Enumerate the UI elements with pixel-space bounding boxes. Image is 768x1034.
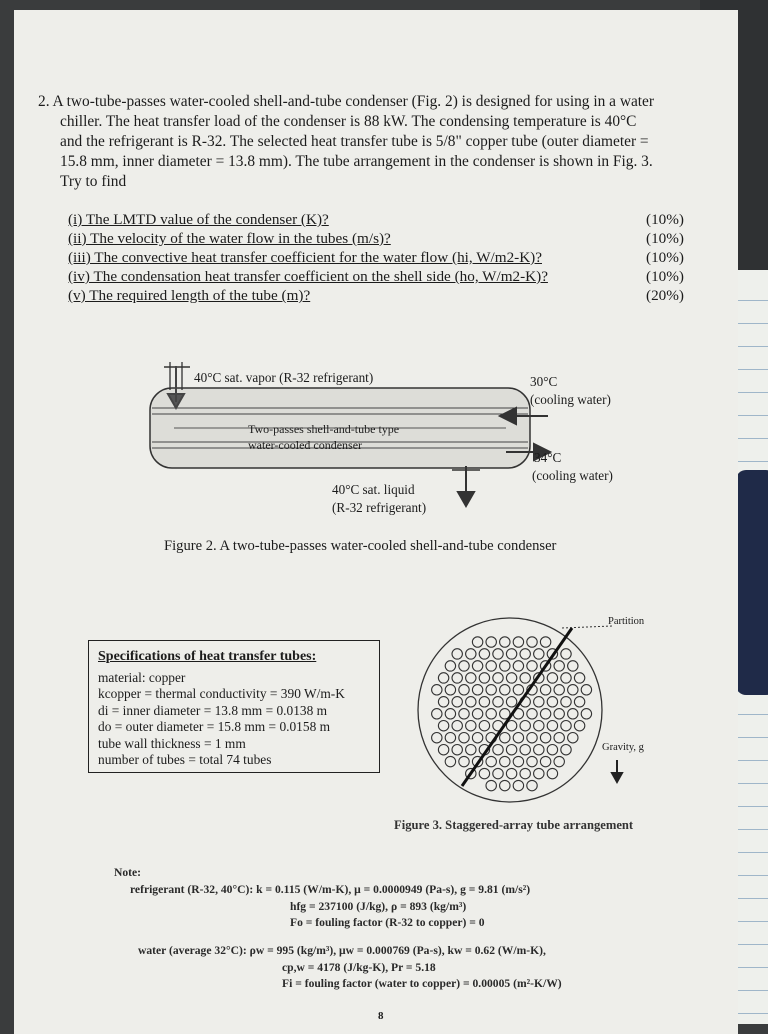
tube-circle — [554, 709, 564, 719]
tube-circle — [438, 745, 448, 755]
tube-circle — [432, 709, 442, 719]
question-line-2: chiller. The heat transfer load of the condenser is 88 kW. The condensing temperature is 40°C — [60, 113, 637, 130]
tube-circle — [568, 661, 578, 671]
gravity-label: Gravity, g — [602, 742, 644, 753]
spec-line: tube wall thickness = 1 mm — [98, 735, 246, 751]
shell-circle — [418, 618, 602, 802]
tube-circle — [581, 709, 591, 719]
tube-circle — [452, 745, 462, 755]
tube-circle — [520, 768, 530, 778]
tube-circle — [432, 733, 442, 743]
tube-circle — [547, 697, 557, 707]
spec-line: number of tubes = total 74 tubes — [98, 752, 272, 767]
tube-circle — [513, 637, 523, 647]
specs-title: Specifications of heat transfer tubes: — [98, 649, 317, 664]
outlet-desc: (cooling water) — [532, 468, 613, 483]
tube-circle — [452, 649, 462, 659]
tube-circle — [438, 697, 448, 707]
tube-circle — [520, 673, 530, 683]
paper-sheet — [14, 10, 738, 1034]
partition-line — [462, 628, 572, 786]
tube-circle — [547, 745, 557, 755]
tube-circle — [540, 637, 550, 647]
tube-circle — [500, 661, 510, 671]
tube-circle — [568, 709, 578, 719]
tube-circle — [479, 673, 489, 683]
part-item: (iii) The convective heat transfer coefficient for the water flow (hi, W/m2-K)? (10%) — [68, 249, 684, 266]
spec-line: do = outer diameter = 15.8 mm = 0.0158 m — [98, 719, 331, 734]
tube-circle — [581, 685, 591, 695]
shell-label-1: Two-passes shell-and-tube type — [248, 422, 400, 436]
tube-circle — [500, 780, 510, 790]
tube-circle — [479, 721, 489, 731]
tube-circle — [486, 756, 496, 766]
tube-circle — [540, 709, 550, 719]
question-text — [38, 92, 686, 192]
refrigerant-line-2: hfg = 237100 (J/kg), ρ = 893 (kg/m³) — [290, 900, 467, 913]
tube-circle — [534, 697, 544, 707]
tube-circle — [486, 661, 496, 671]
question-line-4: 15.8 mm, inner diameter = 13.8 mm). The tube arrangement in the condenser is shown in Fig. 3. — [60, 153, 653, 170]
tube-circle — [438, 721, 448, 731]
tube-circle — [520, 721, 530, 731]
liquid-label-2: (R-32 refrigerant) — [332, 500, 427, 515]
tube-circle — [493, 673, 503, 683]
tube-circle — [445, 756, 455, 766]
tube-circle — [466, 721, 476, 731]
partition-label: Partition — [608, 616, 645, 627]
tube-circle — [493, 697, 503, 707]
tube-circle — [459, 756, 469, 766]
tube-circle — [554, 685, 564, 695]
liquid-outlet-arrow — [458, 466, 474, 506]
tube-circle — [452, 673, 462, 683]
parts-list — [68, 210, 684, 305]
part-item: (iv) The condensation heat transfer coefficient on the shell side (ho, W/m2-K)? (10%) — [68, 268, 684, 285]
shell-label-2: water-cooled condenser — [248, 438, 363, 452]
tube-circle — [540, 685, 550, 695]
tube-circle — [459, 685, 469, 695]
tube-circle — [479, 697, 489, 707]
tube-circle — [452, 721, 462, 731]
spec-line: di = inner diameter = 13.8 mm = 0.0138 m — [98, 702, 328, 718]
tube-circle — [486, 709, 496, 719]
question-line-5: Try to find — [60, 173, 127, 190]
tube-circle — [466, 697, 476, 707]
spec-line: kcopper = thermal conductivity = 390 W/m-K — [98, 686, 345, 701]
tube-circle — [574, 721, 584, 731]
spec-line: material: copper — [98, 669, 186, 685]
tube-circle — [534, 745, 544, 755]
tube-circle — [547, 721, 557, 731]
gravity-arrow-icon — [610, 758, 624, 786]
tube-circle — [568, 733, 578, 743]
tube-circle — [574, 673, 584, 683]
question-line-3: and the refrigerant is R-32. The selected heat transfer tube is 5/8" copper tube (outer diameter = — [60, 133, 649, 150]
tube-circle — [493, 768, 503, 778]
tube-circle — [479, 768, 489, 778]
tube-circle — [466, 745, 476, 755]
tube-circle — [527, 733, 537, 743]
tube-circle — [459, 709, 469, 719]
page-number: 8 — [378, 1010, 384, 1022]
tube-circle — [527, 661, 537, 671]
tube-circle — [452, 697, 462, 707]
tube-circle — [472, 709, 482, 719]
specifications-box — [88, 640, 380, 773]
outlet-temp: 34°C — [534, 450, 562, 465]
tube-circle — [540, 733, 550, 743]
tube-circle — [520, 649, 530, 659]
inlet-temp: 30°C — [530, 374, 558, 389]
tube-circle — [445, 733, 455, 743]
tube-circle — [574, 697, 584, 707]
tube-circle — [547, 768, 557, 778]
tube-circle — [527, 709, 537, 719]
tube-circle — [527, 780, 537, 790]
inlet-desc: (cooling water) — [530, 392, 611, 407]
tube-circle — [527, 756, 537, 766]
question-line-1: 2. A two-tube-passes water-cooled shell-and-tube condenser (Fig. 2) is designed for using in a water — [38, 93, 655, 110]
tube-circle — [527, 637, 537, 647]
tube-circle — [486, 685, 496, 695]
tube-circle — [506, 649, 516, 659]
tube-circle — [438, 673, 448, 683]
part-item: (ii) The velocity of the water flow in the tubes (m/s)? (10%) — [68, 230, 684, 247]
tube-circle — [500, 685, 510, 695]
tube-circle — [459, 733, 469, 743]
tube-circle — [513, 780, 523, 790]
tube-circle — [568, 685, 578, 695]
tube-circle — [554, 756, 564, 766]
tube-circle — [534, 768, 544, 778]
tube-circle — [472, 733, 482, 743]
tube-circle — [472, 685, 482, 695]
tube-circle — [506, 768, 516, 778]
tube-circle — [513, 685, 523, 695]
tube-circle — [561, 673, 571, 683]
tube-circle — [432, 685, 442, 695]
refrigerant-line-1: refrigerant (R-32, 40°C): k = 0.115 (W/m-K), μ = 0.0000949 (Pa-s), g = 9.81 (m/s²) — [130, 883, 531, 896]
figure3-caption: Figure 3. Staggered-array tube arrangement — [394, 818, 634, 832]
tube-arrangement-diagram — [410, 610, 610, 810]
tube-circle — [486, 637, 496, 647]
tube-circle — [506, 673, 516, 683]
tube-circle — [506, 697, 516, 707]
tube-circle — [540, 756, 550, 766]
tube-circle — [554, 661, 564, 671]
tube-circle — [445, 661, 455, 671]
tube-circle — [500, 733, 510, 743]
tube-circle — [472, 637, 482, 647]
water-line-3: Fi = fouling factor (water to copper) = 0.00005 (m²-K/W) — [282, 977, 562, 990]
refrigerant-line-3: Fo = fouling factor (R-32 to copper) = 0 — [290, 916, 485, 929]
tube-circle — [459, 661, 469, 671]
tube-circle — [445, 685, 455, 695]
tube-circle — [561, 649, 571, 659]
tube-circle — [534, 721, 544, 731]
tube-circle — [445, 709, 455, 719]
phone-object — [736, 470, 768, 695]
part-item: (i) The LMTD value of the condenser (K)? (10%) — [68, 211, 684, 228]
liquid-label-1: 40°C sat. liquid — [332, 482, 415, 497]
tube-circle — [513, 756, 523, 766]
tube-circle — [561, 721, 571, 731]
tube-circle — [500, 637, 510, 647]
tube-circle — [561, 745, 571, 755]
tube-circle — [534, 649, 544, 659]
tube-circle — [513, 661, 523, 671]
tube-circle — [500, 756, 510, 766]
tube-circle — [513, 733, 523, 743]
tube-circle — [472, 661, 482, 671]
tube-circle — [466, 673, 476, 683]
question-number: 2. — [38, 93, 50, 110]
tube-circle — [493, 649, 503, 659]
tube-circle — [493, 745, 503, 755]
tube-circle — [506, 745, 516, 755]
figure2-caption: Figure 2. A two-tube-passes water-cooled shell-and-tube condenser — [164, 538, 557, 554]
water-line-1: water (average 32°C): ρw = 995 (kg/m³), μw = 0.000769 (Pa-s), kw = 0.62 (W/m-K), — [138, 944, 546, 957]
tube-circle — [520, 745, 530, 755]
vapor-label: 40°C sat. vapor (R-32 refrigerant) — [194, 370, 374, 385]
note-label: Note: — [114, 866, 142, 879]
tube-circle — [479, 649, 489, 659]
tube-circle — [466, 649, 476, 659]
tube-circle — [561, 697, 571, 707]
water-line-2: cp,w = 4178 (J/kg-K), Pr = 5.18 — [282, 961, 436, 974]
tube-circle — [554, 733, 564, 743]
tube-circle — [547, 673, 557, 683]
part-item: (v) The required length of the tube (m)? (20%) — [68, 287, 684, 304]
tube-circle — [486, 780, 496, 790]
